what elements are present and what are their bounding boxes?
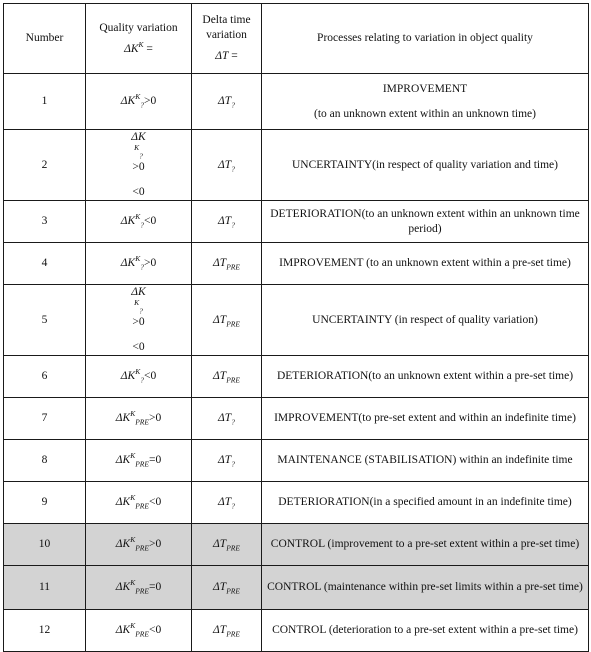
process-text: UNCERTAINTY (in respect of quality variation) — [312, 313, 538, 326]
header-delta-eq: = — [228, 50, 238, 62]
process-text: DETERIORATION(in a specified amount in an indefinite time) — [278, 496, 572, 508]
delta-t-symbol: ΔT — [218, 496, 232, 508]
quality-variation-cell — [86, 356, 192, 398]
process-cell — [262, 398, 589, 440]
delta-k-value-alt: <0 — [132, 341, 145, 353]
delta-k-value: <0 — [143, 215, 157, 227]
delta-k-value: =0 — [148, 581, 162, 593]
delta-time-cell — [192, 398, 262, 440]
delta-k-sub: PRE — [135, 501, 149, 511]
header-quality-symbol: ΔK — [124, 42, 139, 55]
quality-variation-cell — [86, 440, 192, 482]
row-number: 1 — [4, 74, 86, 130]
table-row — [4, 201, 589, 243]
delta-k-sub: ? — [140, 375, 144, 385]
delta-k-sup: K — [130, 535, 136, 545]
delta-t-symbol: ΔT — [213, 538, 227, 550]
delta-time-cell — [192, 285, 262, 356]
table-body — [4, 74, 589, 652]
table-row — [4, 610, 589, 652]
delta-t-symbol: ΔT — [213, 581, 227, 593]
delta-t-sub: PRE — [226, 318, 240, 328]
delta-time-cell — [192, 482, 262, 524]
delta-k-symbol: ΔK — [115, 624, 131, 636]
delta-k-sub: PRE — [135, 629, 149, 639]
process-text: DETERIORATION(to an unknown extent within an unknown time period) — [270, 207, 580, 235]
row-number: 4 — [4, 243, 86, 285]
delta-k-symbol: ΔK — [115, 538, 131, 550]
header-row — [4, 4, 589, 74]
header-quality-title: Quality variation — [99, 21, 178, 34]
row-number: 6 — [4, 356, 86, 398]
quality-variation-cell — [86, 130, 192, 201]
delta-k-value: >0 — [148, 538, 162, 550]
process-text: IMPROVEMENT (to an unknown extent within a pre-set time) — [279, 257, 571, 269]
delta-k-sub: ? — [139, 306, 143, 316]
row-number: 10 — [4, 524, 86, 566]
delta-t-sub: ? — [231, 220, 235, 230]
delta-time-cell — [192, 201, 262, 243]
delta-k-symbol: ΔK — [120, 257, 136, 269]
delta-t-sub: PRE — [226, 262, 240, 272]
table-row — [4, 482, 589, 524]
delta-t-sub: PRE — [226, 586, 240, 596]
delta-k-symbol: ΔK — [115, 496, 131, 508]
delta-k-symbol: ΔK — [115, 412, 131, 424]
table-row — [4, 398, 589, 440]
delta-k-sub: ? — [140, 220, 144, 230]
row-number: 2 — [4, 130, 86, 201]
quality-variation-cell — [86, 610, 192, 652]
process-cell — [262, 440, 589, 482]
row-number: 3 — [4, 201, 86, 243]
delta-time-cell — [192, 440, 262, 482]
delta-k-symbol: ΔK — [131, 286, 146, 298]
delta-k-sub: ? — [140, 100, 144, 110]
process-cell — [262, 356, 589, 398]
delta-k-sub: PRE — [135, 459, 149, 469]
row-number: 5 — [4, 285, 86, 356]
quality-variation-cell — [86, 566, 192, 610]
header-quality-eq: = — [143, 42, 153, 55]
header-quality-sup: K — [138, 39, 144, 49]
delta-k-sup: K — [130, 409, 136, 419]
delta-time-cell — [192, 524, 262, 566]
table-row — [4, 243, 589, 285]
quality-variation-cell — [86, 398, 192, 440]
delta-k-sup: K — [135, 212, 141, 222]
process-cell — [262, 482, 589, 524]
delta-k-symbol: ΔK — [115, 581, 131, 593]
quality-variation-cell — [86, 74, 192, 130]
delta-k-value: >0 — [132, 161, 145, 173]
header-number: Number — [4, 4, 86, 74]
quality-variation-cell — [86, 243, 192, 285]
header-delta-symbol: ΔT — [215, 50, 229, 62]
delta-time-cell — [192, 74, 262, 130]
table-row — [4, 524, 589, 566]
delta-t-sub: PRE — [226, 375, 240, 385]
delta-t-symbol: ΔT — [218, 158, 232, 171]
delta-time-cell — [192, 243, 262, 285]
delta-k-value: <0 — [148, 624, 162, 636]
delta-t-symbol: ΔT — [218, 412, 232, 424]
table-row — [4, 74, 589, 130]
delta-time-cell — [192, 566, 262, 610]
delta-t-symbol: ΔT — [213, 313, 227, 326]
process-text: CONTROL (improvement to a pre-set extent within a pre-set time) — [270, 538, 580, 550]
row-number: 12 — [4, 610, 86, 652]
process-text: MAINTENANCE (STABILISATION) within an indefinite time — [277, 454, 573, 466]
delta-k-sub: PRE — [135, 417, 149, 427]
delta-k-symbol: ΔK — [120, 370, 136, 382]
table-row — [4, 440, 589, 482]
delta-k-symbol: ΔK — [131, 131, 146, 143]
delta-t-sub: ? — [231, 100, 235, 110]
delta-k-sup: K — [135, 367, 141, 377]
table-row — [4, 130, 589, 201]
delta-k-symbol: ΔK — [120, 95, 136, 107]
process-text: IMPROVEMENT(to pre-set extent and within an indefinite time) — [274, 412, 576, 424]
process-text: CONTROL (maintenance within pre-set limits within a pre-set time) — [267, 581, 583, 593]
delta-t-symbol: ΔT — [218, 454, 232, 466]
table-row — [4, 566, 589, 610]
process-cell — [262, 201, 589, 243]
process-cell — [262, 74, 589, 130]
delta-time-cell — [192, 610, 262, 652]
delta-k-sub: ? — [139, 151, 143, 161]
process-cell — [262, 130, 589, 201]
delta-k-sup: K — [135, 254, 141, 264]
quality-variation-cell — [86, 201, 192, 243]
delta-k-symbol: ΔK — [120, 215, 136, 227]
delta-k-symbol: ΔK — [115, 454, 131, 466]
row-number: 7 — [4, 398, 86, 440]
process-cell — [262, 566, 589, 610]
quality-variation-cell — [86, 482, 192, 524]
delta-t-symbol: ΔT — [213, 624, 227, 636]
delta-t-symbol: ΔT — [213, 370, 227, 382]
delta-k-value-alt: <0 — [132, 186, 145, 198]
header-delta-time — [192, 4, 262, 74]
delta-t-symbol: ΔT — [213, 257, 227, 269]
delta-k-sup: K — [130, 578, 136, 588]
delta-k-sup: K — [130, 493, 136, 503]
delta-k-value: >0 — [143, 257, 157, 269]
quality-variation-cell — [86, 524, 192, 566]
delta-k-value: >0 — [143, 95, 157, 107]
delta-k-sub: PRE — [135, 586, 149, 596]
header-delta-title: Delta time variation — [202, 14, 251, 41]
delta-k-sub: PRE — [135, 543, 149, 553]
delta-t-sub: PRE — [226, 629, 240, 639]
delta-t-sub: PRE — [226, 543, 240, 553]
delta-t-sub: ? — [231, 459, 235, 469]
delta-k-sup: K — [134, 143, 140, 153]
delta-k-sup: K — [130, 451, 136, 461]
header-quality-variation — [86, 4, 192, 74]
delta-k-sup: K — [130, 621, 136, 631]
delta-k-value: >0 — [132, 316, 145, 328]
delta-t-sub: ? — [231, 417, 235, 427]
quality-variation-cell — [86, 285, 192, 356]
process-cell — [262, 243, 589, 285]
row-number: 8 — [4, 440, 86, 482]
delta-k-value: <0 — [148, 496, 162, 508]
row-number: 11 — [4, 566, 86, 610]
delta-k-sup: K — [134, 298, 140, 308]
delta-t-sub: ? — [231, 501, 235, 511]
quality-variation-table — [3, 3, 589, 652]
delta-k-value: >0 — [148, 412, 162, 424]
delta-k-sup: K — [135, 92, 141, 102]
process-text: DETERIORATION(to an unknown extent within a pre-set time) — [276, 370, 574, 382]
delta-t-symbol: ΔT — [218, 215, 232, 227]
delta-time-cell — [192, 130, 262, 201]
process-text-detail: (to an unknown extent within an unknown time) — [314, 107, 536, 120]
process-cell — [262, 610, 589, 652]
delta-t-symbol: ΔT — [218, 95, 232, 107]
delta-k-value: =0 — [148, 454, 162, 466]
process-text: UNCERTAINTY(in respect of quality variation and time) — [291, 158, 558, 171]
table-row — [4, 356, 589, 398]
process-text: IMPROVEMENT — [382, 82, 468, 95]
process-text: CONTROL (deterioration to a pre-set extent within a pre-set time) — [272, 624, 578, 636]
delta-k-value: <0 — [143, 370, 157, 382]
process-cell — [262, 524, 589, 566]
delta-t-sub: ? — [231, 163, 235, 173]
process-cell — [262, 285, 589, 356]
delta-k-sub: ? — [140, 262, 144, 272]
row-number: 9 — [4, 482, 86, 524]
delta-time-cell — [192, 356, 262, 398]
table-row — [4, 285, 589, 356]
header-process: Processes relating to variation in object quality — [262, 4, 589, 74]
